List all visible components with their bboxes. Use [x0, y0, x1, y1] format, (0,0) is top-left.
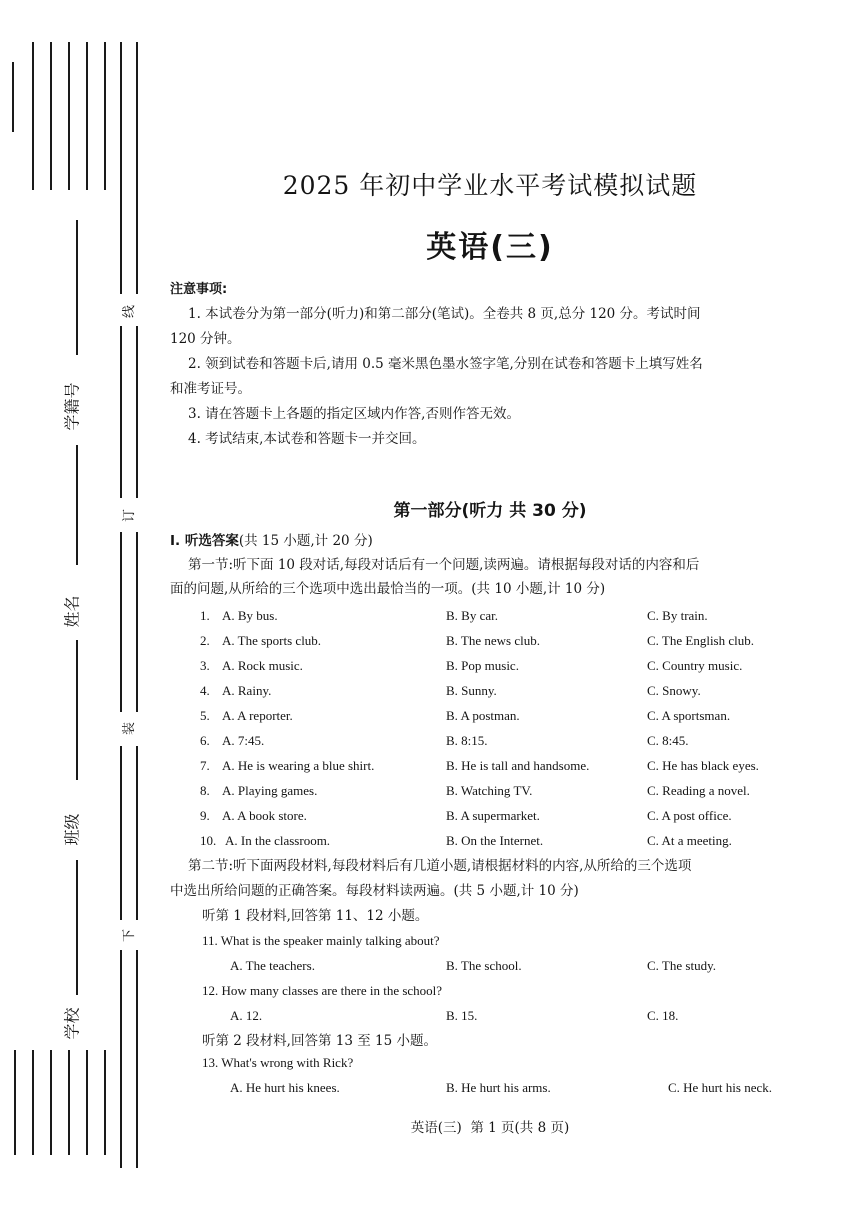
option-c[interactable]: C. A post office.	[647, 808, 732, 823]
option-a[interactable]: A. A reporter.	[222, 708, 293, 723]
section1-heading: Ⅰ. 听选答案	[170, 533, 239, 549]
section1-note: (共 15 小题,计 20 分)	[238, 533, 373, 549]
option-c[interactable]: C. The English club.	[647, 633, 755, 648]
seal-word-ding: 订	[122, 508, 138, 523]
option-a[interactable]: A. He is wearing a blue shirt.	[222, 758, 375, 773]
option-c[interactable]: C. 18.	[647, 1008, 679, 1023]
option-a[interactable]: A. The sports club.	[222, 633, 322, 648]
sec2-intro-line: 第二节:听下面两段材料,每段材料后有几道小题,请根据材料的内容,从所给的三个选项	[188, 858, 692, 874]
section1-heading-line	[170, 532, 373, 550]
option-b[interactable]: B. 15.	[446, 1008, 478, 1023]
seal-line	[120, 532, 122, 712]
option-b[interactable]: B. He is tall and handsome.	[446, 758, 590, 773]
option-c[interactable]: C. A sportsman.	[647, 708, 731, 723]
notice-item: 3. 请在答题卡上各题的指定区域内作答,否则作答无效。	[188, 406, 520, 422]
seal-line	[120, 746, 122, 920]
option-b[interactable]: B. The school.	[446, 958, 522, 973]
option-a[interactable]: A. Rock music.	[222, 658, 303, 673]
margin-line	[86, 1050, 88, 1155]
notice-item: 1. 本试卷分为第一部分(听力)和第二部分(笔试)。全卷共 8 页,总分 120 分。考试时间	[188, 306, 701, 322]
question-number: 4.	[200, 683, 210, 698]
option-b[interactable]: B. A postman.	[446, 708, 520, 723]
option-a[interactable]: A. Rainy.	[222, 683, 272, 698]
option-b[interactable]: B. The news club.	[446, 633, 540, 648]
field-line-class[interactable]	[76, 640, 78, 780]
question-number: 7.	[200, 758, 210, 773]
material-2-note: 听第 2 段材料,回答第 13 至 15 小题。	[202, 1033, 437, 1049]
margin-line	[50, 1050, 52, 1155]
option-b[interactable]: B. Pop music.	[446, 658, 519, 673]
notice-heading: 注意事项:	[170, 282, 228, 297]
option-a[interactable]: A. In the classroom.	[225, 833, 331, 848]
notice-item: 4. 考试结束,本试卷和答题卡一并交回。	[188, 431, 426, 447]
option-c[interactable]: C. By train.	[647, 608, 708, 623]
sec1-intro-line: 面的问题,从所给的三个选项中选出最恰当的一项。(共 10 小题,计 10 分)	[170, 581, 606, 597]
margin-line	[12, 62, 14, 132]
margin-line	[68, 1050, 70, 1155]
option-b[interactable]: B. He hurt his arms.	[446, 1080, 551, 1095]
field-label-school: 学校	[62, 1007, 82, 1040]
question-number: 5.	[200, 708, 210, 723]
margin-line	[104, 1050, 106, 1155]
question-number: 3.	[200, 658, 210, 673]
seal-word-xia: 下	[122, 928, 138, 943]
option-b[interactable]: B. On the Internet.	[446, 833, 544, 848]
seal-word-zhuang: 装	[122, 721, 138, 736]
question-stem: 13. What's wrong with Rick?	[202, 1055, 354, 1070]
question-number: 8.	[200, 783, 210, 798]
option-b[interactable]: B. By car.	[446, 608, 498, 623]
notice-item: 2. 领到试卷和答题卡后,请用 0.5 毫米黑色墨水签字笔,分别在试卷和答题卡上填写姓名	[188, 356, 703, 372]
option-a[interactable]: A. A book store.	[222, 808, 307, 823]
margin-line	[32, 1050, 34, 1155]
option-a[interactable]: A. The teachers.	[230, 958, 315, 973]
option-c[interactable]: C. He hurt his neck.	[668, 1080, 772, 1095]
option-c[interactable]: C. Country music.	[647, 658, 743, 673]
question-stem: 12. How many classes are there in the school?	[202, 983, 443, 998]
subject-title: 英语(三)	[426, 230, 554, 265]
question-number: 6.	[200, 733, 210, 748]
seal-word-xian: 线	[122, 304, 138, 319]
question-number: 2.	[200, 633, 210, 648]
sec2-intro-line: 中选出所给问题的正确答案。每段材料读两遍。(共 5 小题,计 10 分)	[170, 883, 579, 899]
material-1-note: 听第 1 段材料,回答第 11、12 小题。	[202, 908, 429, 924]
exam-title: 2025 年初中学业水平考试模拟试题	[282, 171, 698, 200]
question-stem: 11. What is the speaker mainly talking about?	[202, 933, 440, 948]
option-c[interactable]: C. He has black eyes.	[647, 758, 759, 773]
option-c[interactable]: C. Reading a novel.	[647, 783, 750, 798]
field-label-name: 姓名	[62, 595, 82, 628]
option-a[interactable]: A. He hurt his knees.	[230, 1080, 340, 1095]
sec1-intro-line: 第一节:听下面 10 段对话,每段对话后有一个问题,读两遍。请根据每段对话的内容和后	[188, 557, 700, 573]
seal-line	[120, 326, 122, 498]
option-c[interactable]: C. 8:45.	[647, 733, 689, 748]
option-b[interactable]: B. A supermarket.	[446, 808, 540, 823]
option-b[interactable]: B. 8:15.	[446, 733, 488, 748]
field-label-class: 班级	[62, 813, 82, 846]
margin-line	[14, 1050, 16, 1155]
option-c[interactable]: C. At a meeting.	[647, 833, 732, 848]
page-footer: 英语(三) 第 1 页(共 8 页)	[410, 1120, 570, 1136]
part1-heading: 第一部分(听力 共 30 分)	[393, 501, 587, 521]
option-c[interactable]: C. Snowy.	[647, 683, 701, 698]
notice-item: 和准考证号。	[170, 381, 251, 397]
option-a[interactable]: A. Playing games.	[222, 783, 318, 798]
question-number: 10.	[200, 833, 217, 848]
seal-line	[136, 326, 138, 498]
option-c[interactable]: C. The study.	[647, 958, 716, 973]
option-b[interactable]: B. Watching TV.	[446, 783, 533, 798]
seal-line	[136, 746, 138, 920]
option-b[interactable]: B. Sunny.	[446, 683, 497, 698]
seal-line	[136, 532, 138, 712]
question-number: 1.	[200, 608, 210, 623]
notice-item: 120 分钟。	[170, 331, 241, 347]
option-a[interactable]: A. 12.	[230, 1008, 263, 1023]
field-line-school[interactable]	[76, 860, 78, 995]
question-number: 9.	[200, 808, 210, 823]
field-label-student-id: 学籍号	[62, 382, 82, 431]
option-a[interactable]: A. By bus.	[222, 608, 278, 623]
option-a[interactable]: A. 7:45.	[222, 733, 265, 748]
